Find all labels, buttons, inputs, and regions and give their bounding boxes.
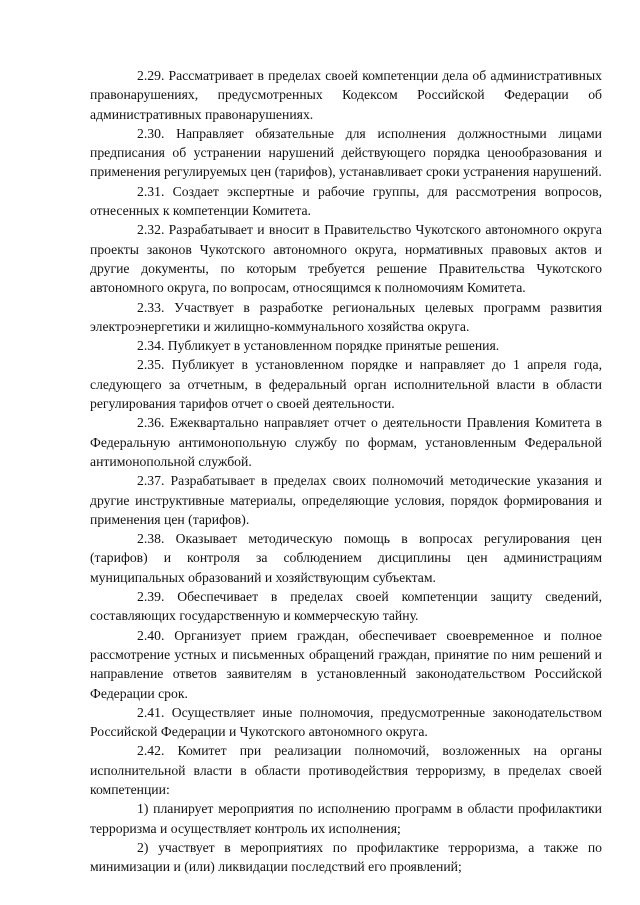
list-item-1: 1) планирует мероприятия по исполнению программ в области профилактики терроризма и осуществляет контроль их исполнения;: [90, 801, 602, 836]
list-item-2: 2) участвует в мероприятиях по профилактике терроризма, а также по минимизации и (или) ликвидации последствий его проявлений;: [90, 839, 602, 875]
paragraph-2-31: 2.31. Создает экспертные и рабочие группы, для рассмотрения вопросов, отнесенных к компетенции Комитета.: [90, 183, 602, 219]
paragraph-2-40: 2.40. Организует прием граждан, обеспечивает своевременное и полное рассмотрение устных и письменных обращений граждан, принятие по ним решений и направление ответов заявителям в установленный законодательством Российской Федерации срок.: [90, 627, 602, 701]
paragraph-2-34: 2.34. Публикует в установленном порядке принятые решения.: [137, 338, 500, 354]
paragraph-2-36: 2.36. Ежеквартально направляет отчет о деятельности Правления Комитета в Федеральную антимонопольную службу по формам, установленным Федеральной антимонопольной службой.: [90, 415, 602, 469]
paragraph-2-42: 2.42. Комитет при реализации полномочий, возложенных на органы исполнительной власти в области противодействия терроризму, в пределах своей компетенции:: [90, 743, 602, 797]
paragraph-2-32: 2.32. Разрабатывает и вносит в Правительство Чукотского автономного округа проекты законов Чукотского автономного округа, нормативных правовых актов и другие документы, по которым требуется решение Правительства Чукотского автономного округа, по вопросам, относящимся к полномочиям Комитета.: [90, 222, 602, 296]
paragraph-2-38: 2.38. Оказывает методическую помощь в вопросах регулирования цен (тарифов) и контроля за соблюдением дисциплины цен администрациям муниципальных образований и хозяйствующим субъектам.: [90, 531, 602, 585]
document-page: [90, 66, 602, 876]
paragraph-2-33: 2.33. Участвует в разработке региональных целевых программ развития электроэнергетики и жилищно-коммунального хозяйства округа.: [90, 299, 602, 334]
paragraph-2-37: 2.37. Разрабатывает в пределах своих полномочий методические указания и другие инструктивные материалы, определяющие условия, порядок формирования и применения цен (тарифов).: [90, 473, 602, 527]
paragraph-2-30: 2.30. Направляет обязательные для исполнения должностными лицами предписания об устранении нарушений действующего порядка ценообразования и применения регулируемых цен (тарифов), устанавливает сроки устранения нарушений.: [90, 125, 602, 180]
paragraph-2-29: 2.29. Рассматривает в пределах своей компетенции дела об административных правонарушениях, предусмотренных Кодексом Российской Федерации об административных правонарушениях.: [90, 68, 602, 122]
paragraph-2-39: 2.39. Обеспечивает в пределах своей компетенции защиту сведений, составляющих государственную и коммерческую тайну.: [90, 589, 602, 624]
paragraph-2-41: 2.41. Осуществляет иные полномочия, предусмотренные законодательством Российской Федерации и Чукотского автономного округа.: [90, 704, 602, 740]
paragraph-2-35: 2.35. Публикует в установленном порядке и направляет до 1 апреля года, следующего за отчетным, в федеральный орган исполнительной власти в области регулирования тарифов отчет о своей деятельности.: [90, 357, 602, 412]
